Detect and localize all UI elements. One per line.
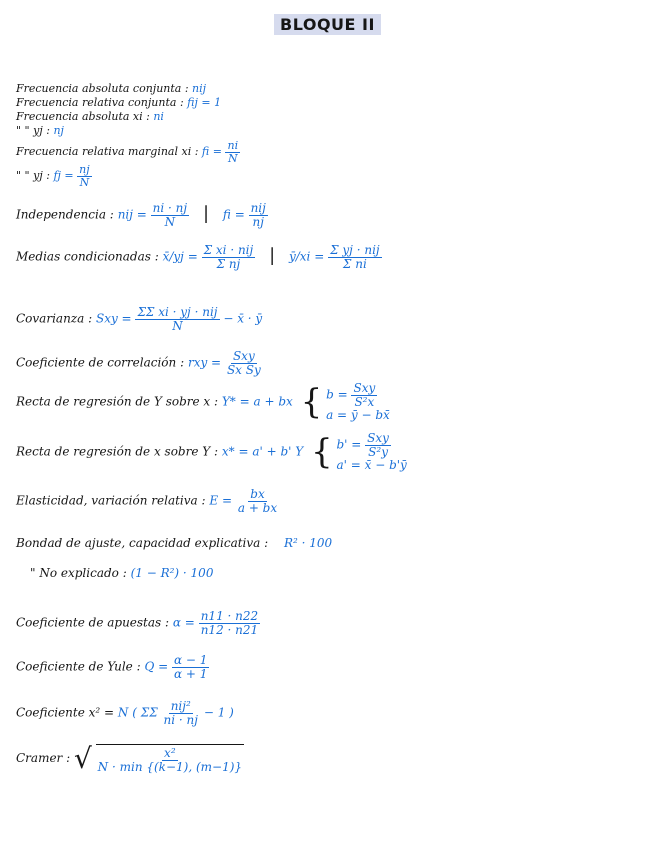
freq-abs-yj-label: " " yj : <box>16 124 50 137</box>
regresion-x-brace: { <box>311 432 333 473</box>
regresion-y-row: Recta de regresión de Y sobre x : Y* = a + bx { b = $\frac{\text{Sxy}}{\text{S²x}}$ a = ȳ − bx̄ <box>16 381 390 423</box>
covarianza-row: Covarianza : Sxy = $\frac{\text{ΣΣ xi · yj · nij}}{N}$ − x̄ · ȳ <box>16 305 263 333</box>
yule-fraction: $\frac{\alpha - 1}{\alpha + 1}$ <box>174 653 208 681</box>
freq-rel-marg-xi-left: fi = <box>201 145 222 159</box>
freq-rel-marg-xi-fraction: $\frac{ni}{N}$ <box>227 139 239 165</box>
independencia-row: Independencia : nij = $\frac{ni \cdot nj}{N}$ | fi = $\frac{\text{nij}}{nj}$ <box>16 201 266 229</box>
medias-fraction-a: $\frac{\text{Σ xi · nij}}{\text{Σ nj}}$ <box>203 243 254 271</box>
chi-row: Coeficiente x² = N ( ΣΣ $\frac{\text{nij²}}{ni \cdot nj}$ − 1 ) <box>16 699 234 727</box>
elasticidad-fraction: $\frac{bx}{a + bx}$ <box>237 487 278 515</box>
freq-rel-marg-yj-label: " " yj : <box>16 169 50 183</box>
medias-row: Medias condicionadas : x̄/yj = $\frac{\text{Σ xi · nij}}{\text{Σ nj}}$ | ȳ/xi = $\frac{\text{Σ yj · nij}}{\text{Σ ni}}$ <box>16 243 380 271</box>
elasticidad-row: Elasticidad, variación relativa : E = $\frac{bx}{a + bx}$ <box>16 487 278 515</box>
apuestas-fraction: $\frac{n11 \cdot n22}{n12 \cdot n21}$ <box>200 609 259 637</box>
bondad-row: Bondad de ajuste, capacidad explicativa : R² · 100 <box>16 536 333 550</box>
yule-row: Coeficiente de Yule : Q = $\frac{\alpha - 1}{\alpha + 1}$ <box>16 653 208 681</box>
correlacion-row: Coeficiente de correlación : rxy = $\frac{\text{Sxy}}{\text{Sx Sy}}$ <box>16 349 261 377</box>
chi-fraction: $\frac{\text{nij²}}{ni \cdot nj}$ <box>163 699 198 727</box>
freq-abs-yj-formula: nj <box>53 124 64 137</box>
no-explicado-row: " No explicado : (1 − R²) · 100 <box>30 566 214 580</box>
cramer-row: Cramer : √ $\frac{\text{x²}}{N \cdot \min \{(k-1), (m-1)\}}$ <box>16 742 243 775</box>
freq-rel-conj-label: Frecuencia relativa conjunta : <box>16 96 184 109</box>
freq-rel-marg-yj-fraction: $\frac{nj}{N}$ <box>79 163 90 189</box>
independencia-fraction-b: $\frac{\text{nij}}{nj}$ <box>250 201 266 229</box>
freq-abs-conj-label: Frecuencia absoluta conjunta : <box>16 82 189 95</box>
regresion-y-brace: { <box>300 382 323 423</box>
freq-rel-marg-xi-label: Frecuencia relativa marginal xi : <box>16 145 199 159</box>
freq-abs-xi-formula: ni <box>153 110 164 123</box>
apuestas-row: Coeficiente de apuestas : α = $\frac{n11 \cdot n22}{n12 \cdot n21}$ <box>16 609 259 637</box>
covarianza-fraction: $\frac{\text{ΣΣ xi · yj · nij}}{N}$ <box>137 305 218 333</box>
cramer-fraction: $\frac{\text{x²}}{N \cdot \min \{(k-1), (m-1)\}}$ <box>97 745 243 774</box>
regresion-x-params: b' = $\frac{\text{Sxy}}{\text{S²y}}$ a' = x̄ − b'ȳ <box>336 431 407 473</box>
independencia-fraction-a: $\frac{ni \cdot nj}{N}$ <box>152 201 188 229</box>
medias-fraction-b: $\frac{\text{Σ yj · nij}}{\text{Σ ni}}$ <box>330 243 380 271</box>
freq-rel-marg-yj-left: fj = <box>53 169 74 183</box>
regresion-y-params: b = $\frac{\text{Sxy}}{\text{S²x}}$ a = ȳ − bx̄ <box>326 381 390 423</box>
sqrt-sign: √ <box>73 742 92 775</box>
page-title: BLOQUE II <box>0 14 655 35</box>
freq-rel-conj-formula: fij = 1 <box>187 96 222 109</box>
regresion-x-row: Recta de regresión de x sobre Y : x* = a' + b' Y { b' = $\frac{\text{Sxy}}{\text{S²y}}$ a' = x̄ − b'ȳ <box>16 431 407 473</box>
freq-abs-xi-label: Frecuencia absoluta xi : <box>16 110 150 123</box>
correlacion-fraction: $\frac{\text{Sxy}}{\text{Sx Sy}}$ <box>226 349 261 377</box>
freq-abs-conj-formula: nij <box>192 82 207 95</box>
